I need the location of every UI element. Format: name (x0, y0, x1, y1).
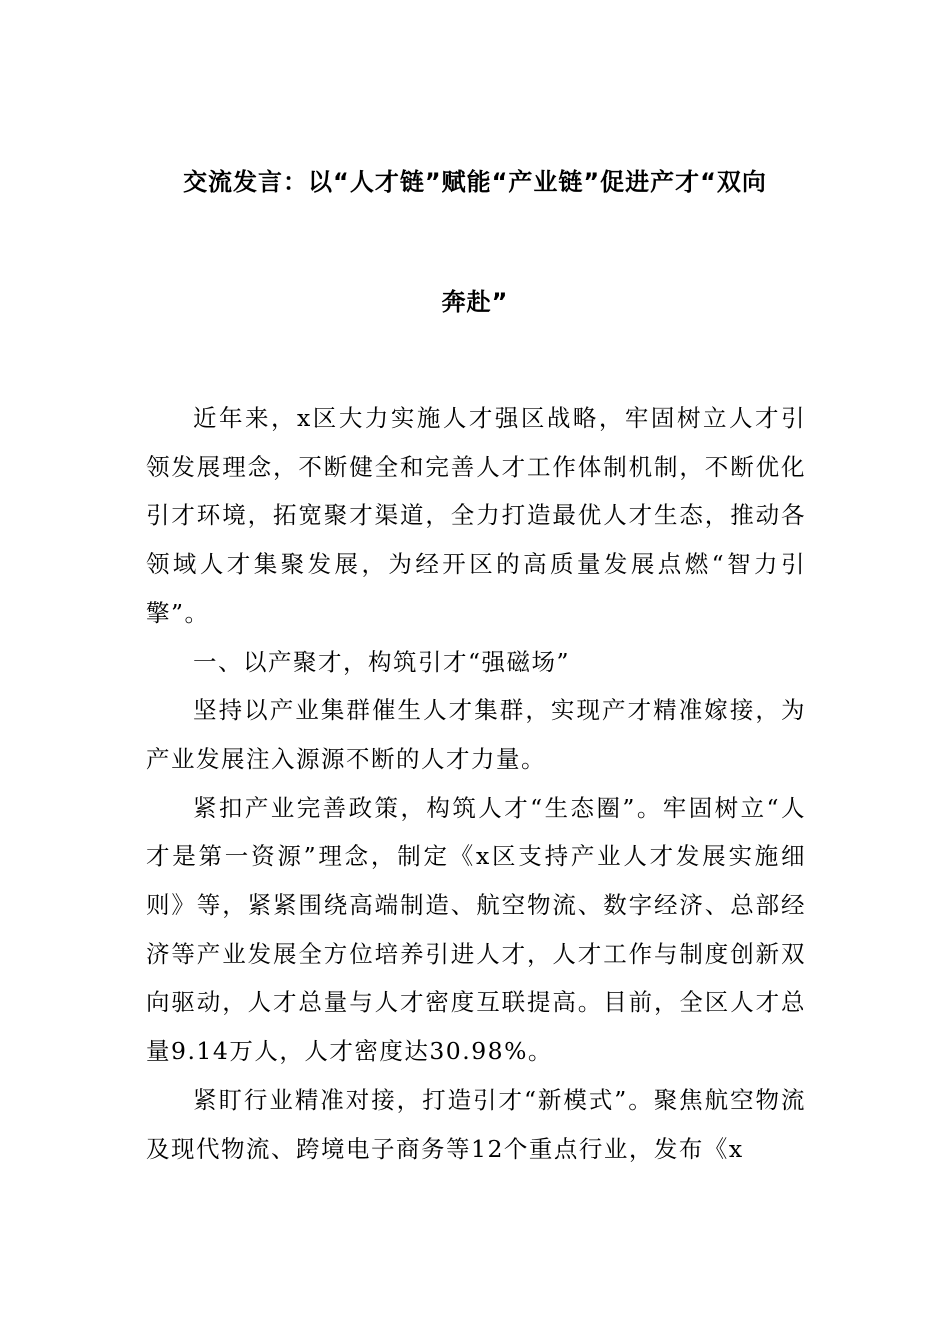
paragraph-policy: 紧扣产业完善政策，构筑人才“生态圈”。牢固树立“人才是第一资源”理念，制定《x区支持产业人才发展实施细则》等，紧紧围绕高端制造、航空物流、数字经济、总部经济等产业发展全方位培养引进人才，人才工作与制度创新双向驱动，人才总量与人才密度互联提高。目前，全区人才总量9.14万人，人才密度达30.98%。 (146, 793, 806, 1066)
document-body (146, 394, 806, 1173)
paragraph-intro: 近年来，x区大力实施人才强区战略，牢固树立人才引领发展理念，不断健全和完善人才工作体制机制，不断优化引才环境，拓宽聚才渠道，全力打造最优人才生态，推动各领域人才集聚发展，为经开区的高质量发展点燃“智力引擎”。 (146, 404, 806, 627)
paragraph-industry: 紧盯行业精准对接，打造引才“新模式”。聚焦航空物流及现代物流、跨境电子商务等12个重点行业，发布《x (146, 1085, 806, 1163)
document-title-line-1: 交流发言：以“人才链”赋能“产业链”促进产才“双向 (183, 168, 767, 196)
section-heading-1: 一、以产聚才，构筑引才“强磁场” (193, 647, 571, 676)
paragraph-section-summary: 坚持以产业集群催生人才集群，实现产才精准嫁接，为产业发展注入源源不断的人才力量。 (146, 696, 806, 773)
document-title-line-2: 奔赴” (441, 288, 509, 316)
